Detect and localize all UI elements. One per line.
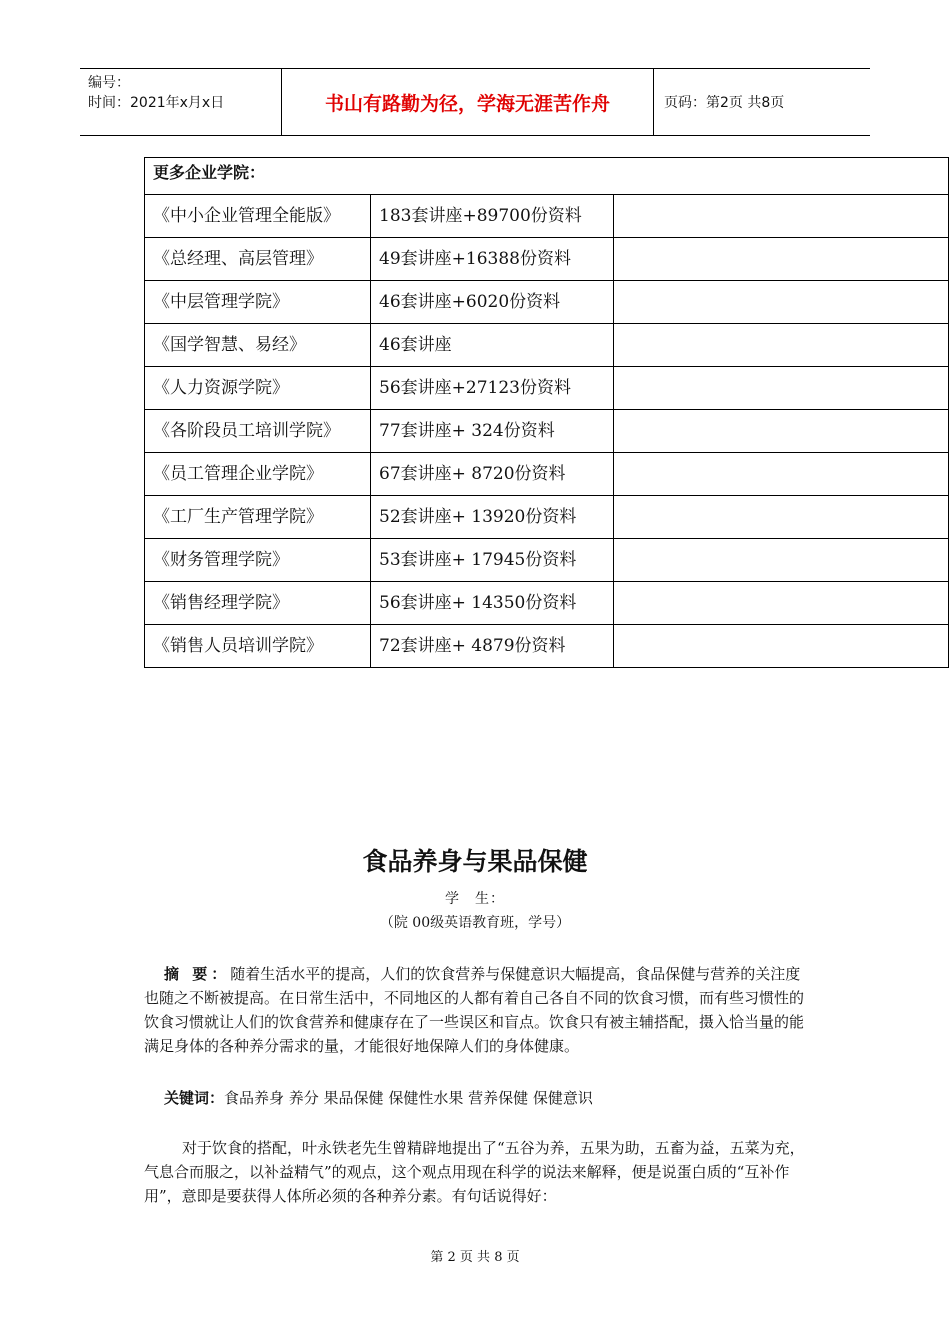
abstract-text: 随着生活水平的提高，人们的饮食营养与保健意识大幅提高，食品保健与营养的关注度也随之不断被提高。在日常生活中，不同地区的人都有着自己各自不同的饮食习惯，而有些习惯性的饮食习惯就让人们的饮食营养和健康存在了一些误区和盲点。饮食只有被主辅搭配，摄入恰当量的能满足身体的各种养分需求的量，才能很好地保障人们的身体健康。 xyxy=(144,965,805,1055)
abstract-label: 摘 要： xyxy=(164,965,231,983)
course-name: 《员工管理企业学院》 xyxy=(145,453,371,496)
course-desc: 46套讲座 xyxy=(371,324,614,367)
course-desc: 56套讲座+27123份资料 xyxy=(371,367,614,410)
empty-cell xyxy=(614,324,949,367)
course-desc: 77套讲座+ 324份资料 xyxy=(371,410,614,453)
empty-cell xyxy=(614,539,949,582)
page-header xyxy=(80,68,870,136)
course-name: 《各阶段员工培训学院》 xyxy=(145,410,371,453)
course-name: 《人力资源学院》 xyxy=(145,367,371,410)
article-student: 学 生： xyxy=(445,891,505,907)
course-name: 《总经理、高层管理》 xyxy=(145,238,371,281)
table-row xyxy=(145,539,949,582)
empty-cell xyxy=(614,238,949,281)
date-label: 时间：2021年x月x日 xyxy=(88,95,225,111)
course-desc: 67套讲座+ 8720份资料 xyxy=(371,453,614,496)
resource-table xyxy=(144,157,949,668)
table-row xyxy=(145,324,949,367)
empty-cell xyxy=(614,195,949,238)
empty-cell xyxy=(614,367,949,410)
course-desc: 53套讲座+ 17945份资料 xyxy=(371,539,614,582)
empty-cell xyxy=(614,281,949,324)
keywords-label: 关键词： xyxy=(164,1089,225,1107)
table-row xyxy=(145,195,949,238)
course-name: 《工厂生产管理学院》 xyxy=(145,496,371,539)
course-name: 《财务管理学院》 xyxy=(145,539,371,582)
course-name: 《中小企业管理全能版》 xyxy=(145,195,371,238)
empty-cell xyxy=(614,410,949,453)
empty-cell xyxy=(614,496,949,539)
course-name: 《销售经理学院》 xyxy=(145,582,371,625)
table-row xyxy=(145,453,949,496)
table-heading-row xyxy=(145,158,949,195)
table-row xyxy=(145,582,949,625)
abstract-paragraph xyxy=(144,962,809,1058)
table-row xyxy=(145,281,949,324)
article-title: 食品养身与果品保健 xyxy=(362,847,588,876)
course-desc: 46套讲座+6020份资料 xyxy=(371,281,614,324)
keywords-text: 食品养身 养分 果品保健 保健性水果 营养保健 保健意识 xyxy=(224,1089,593,1107)
table-row xyxy=(145,496,949,539)
empty-cell xyxy=(614,625,949,668)
course-desc: 72套讲座+ 4879份资料 xyxy=(371,625,614,668)
course-name: 《国学智慧、易经》 xyxy=(145,324,371,367)
course-desc: 56套讲座+ 14350份资料 xyxy=(371,582,614,625)
table-heading: 更多企业学院： xyxy=(145,158,949,195)
header-motto: 书山有路勤为径，学海无涯苦作舟 xyxy=(282,69,654,135)
header-page-info: 页码：第2页 共8页 xyxy=(664,95,785,111)
empty-cell xyxy=(614,582,949,625)
article-affiliation: （院 00级英语教育班，学号） xyxy=(379,915,571,931)
table-row xyxy=(145,238,949,281)
body-paragraph: 对于饮食的搭配，叶永铁老先生曾精辟地提出了“五谷为养，五果为助，五畜为益，五菜为充，气息合而服之，以补益精气”的观点，这个观点用现在科学的说法来解释，便是说蛋白质的“互补作用”，意即是要获得人体所必须的各种养分素。有句话说得好： xyxy=(144,1139,805,1205)
keywords-line xyxy=(164,1086,593,1110)
table-row xyxy=(145,367,949,410)
course-name: 《中层管理学院》 xyxy=(145,281,371,324)
course-desc: 52套讲座+ 13920份资料 xyxy=(371,496,614,539)
serial-label: 编号： xyxy=(88,75,130,91)
table-row xyxy=(145,410,949,453)
course-name: 《销售人员培训学院》 xyxy=(145,625,371,668)
course-desc: 183套讲座+89700份资料 xyxy=(371,195,614,238)
header-meta xyxy=(80,69,282,135)
table-row xyxy=(145,625,949,668)
empty-cell xyxy=(614,453,949,496)
page-footer: 第 2 页 共 8 页 xyxy=(430,1250,520,1265)
course-desc: 49套讲座+16388份资料 xyxy=(371,238,614,281)
